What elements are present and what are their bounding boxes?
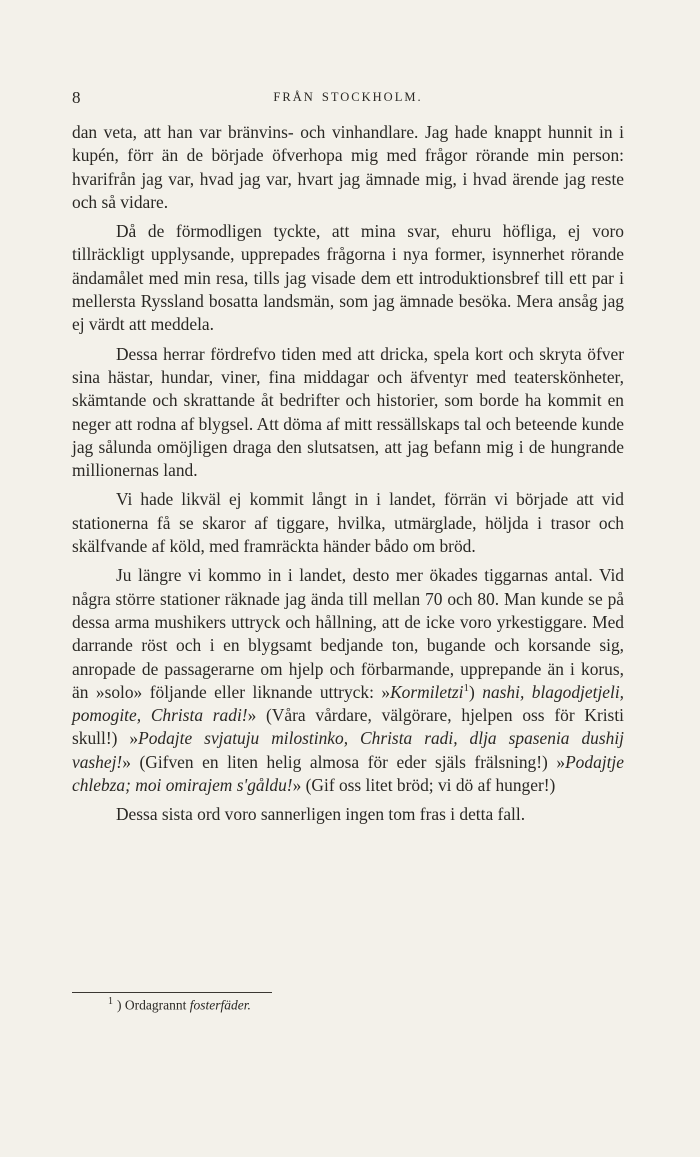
paragraph-5-text-c: » (Våra vårdare, välgörare, hjelpen oss för Kristi skull!) » [72,705,624,749]
paragraph-1: dan veta, att han var bränvins- och vinhandlare. Jag hade knappt hunnit in i kupén, förr än de började öfverhopa mig med frågor rörande min person: hvarifrån jag var, hvad jag var, hvart jag ämnade mig, i hvad ärende jag reste och så vidare. [72,122,624,212]
footnote [108,993,608,1015]
page-header [72,88,624,112]
footnote-italic: fosterfäder. [189,997,251,1013]
paragraph-5-text-d: » (Gifven en liten helig almosa för eder själs frälsning!) » [122,751,566,772]
paragraph-5-text-a: Ju längre vi kommo in i landet, desto mer ökades tiggarnas antal. Vid några större stationer räknade jag ända till mellan 70 och 80. Man kunde se på dessa arma mushikers uttryck och hållning, att de icke voro yrkestiggare. Med darrande röst och i en blygsamt bedjande ton, bugande och korsande sig, anropade de passagerarne om hjelp och förbarmande, upprepande än i korus, än »solo» följande eller liknande uttryck: » [72,565,624,702]
paragraph-5-text-b: ) [469,681,483,702]
quote-podajte: Podajte svjatuju milostinko, Christa radi, dlja spasenia dushij vashej! [72,728,624,772]
quote-kormiletzi: Kormiletzi [390,681,464,702]
body-text [72,121,624,833]
footnote-reference: 1 [463,682,470,695]
footnote-text: ) Ordagrannt [117,997,190,1013]
paragraph-2: Då de förmodligen tyckte, att mina svar, ehuru höfliga, ej voro tillräckligt upplysande, upprepades frågorna i nya former, isynnerhet rörande ändamålet med min resa, tills jag visade dem ett introduktionsbref till ett par i mellersta Ryssland bosatta landsmän, som jag ämnade besöka. Mera ansåg jag ej värdt att meddela. [72,221,624,335]
footnote-mark: 1 [108,996,113,1007]
paragraph-5-text-e: » (Gif oss litet bröd; vi dö af hunger!) [292,775,556,796]
running-title: FRÅN STOCKHOLM. [273,90,423,104]
paragraph-5 [72,564,624,797]
paragraph-6: Dessa sista ord voro sannerligen ingen tom fras i detta fall. [116,804,526,825]
quote-nashi: nashi, blagodjetjeli, pomogite, Christa radi! [72,681,625,726]
quote-podajtje: Podajtje chlebza; moi omirajem s'gåldu! [72,751,624,796]
paragraph-3: Dessa herrar fördrefvo tiden med att dricka, spela kort och skryta öfver sina hästar, hundar, viner, fina middagar och äfventyr med teaterskönheter, skämtande och skrattande åt bedrifter och historier, som borde ha kommit en neger att rodna af blygsel. Att döma af mitt ressällskaps tal och beteende kunde jag sålunda omöjligen draga den slutsatsen, att jag befann mig i de hungrande millionernas land. [72,343,624,481]
paragraph-4: Vi hade likväl ej kommit långt in i landet, förrän vi började att vid stationerna få se skaror af tiggare, hvilka, utmärglade, höljda i trasor och skälfvande af köld, med framräckta händer bådo om bröd. [72,489,624,557]
page-number: 8 [72,88,81,107]
